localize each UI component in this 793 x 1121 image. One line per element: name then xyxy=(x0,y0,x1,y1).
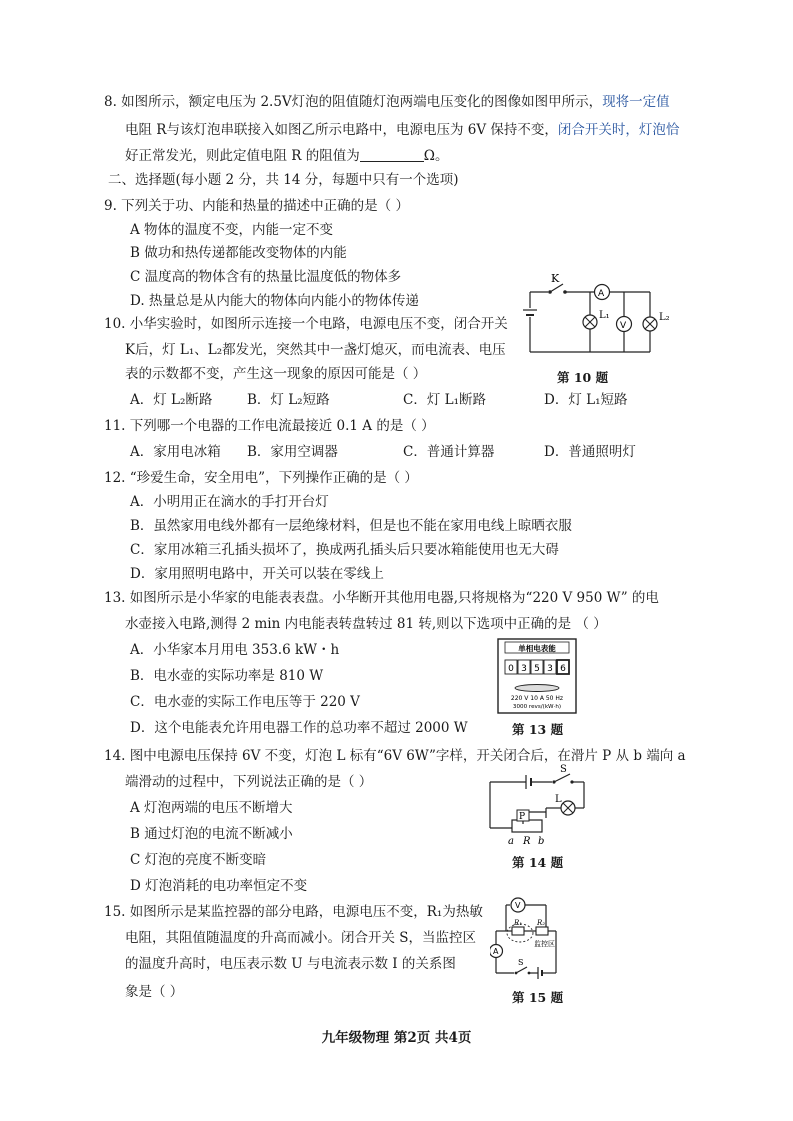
q15-line4: 象是（ ） xyxy=(125,984,184,1000)
switch-s-label: S xyxy=(560,764,567,775)
q9-option-a: A 物体的温度不变，内能一定不变 xyxy=(130,222,334,238)
q10-option-d: D．灯 L₁短路 xyxy=(544,392,628,408)
q13-option-a: A．小华家本月用电 353.6 kW・h xyxy=(130,642,340,658)
q10-option-c: C．灯 L₁断路 xyxy=(403,392,486,408)
meter-digit: 3 xyxy=(521,664,527,674)
switch-k-label: K xyxy=(551,272,560,285)
meter-spec-2: 3000 revs/(kW·h) xyxy=(512,704,562,710)
section-heading: 二、选择题(每小题 2 分，共 14 分，每题中只有一个选项) xyxy=(108,172,459,188)
q14-line2: 端滑动的过程中，下列说法正确的是（ ） xyxy=(125,774,373,790)
q9-option-d: D. 热量总是从内能大的物体向内能小的物体传递 xyxy=(130,293,419,309)
r2-label: R₂ xyxy=(537,919,546,927)
q14-circuit-diagram xyxy=(484,762,594,850)
q13-option-b: B．电水壶的实际功率是 810 W xyxy=(130,668,324,684)
meter-digit: 5 xyxy=(534,664,540,674)
slider-p-label: P xyxy=(519,812,526,822)
q8-line2b: 闭合开关时，灯泡恰 xyxy=(557,122,680,138)
q12-option-d: D．家用照明电路中，开关可以装在零线上 xyxy=(130,566,384,582)
end-b-label: b xyxy=(538,836,545,847)
q14-option-c: C 灯泡的亮度不断变暗 xyxy=(130,852,267,868)
q11-option-b: B．家用空调器 xyxy=(247,444,338,460)
meter-disc-icon xyxy=(515,685,559,692)
r1-label: R₁ xyxy=(514,919,523,927)
monitor-zone-label: 监控区 xyxy=(534,940,555,948)
meter-digit: 3 xyxy=(547,664,553,674)
q15-line1: 15. 如图所示是某监控器的部分电路，电源电压不变，R₁为热敏 xyxy=(104,904,483,920)
end-a-label: a xyxy=(508,836,514,847)
q13-caption: 第 13 题 xyxy=(512,722,564,737)
q12-option-a: A．小明用正在滴水的手打开台灯 xyxy=(130,494,329,510)
q8-line3b: Ω。 xyxy=(423,148,449,164)
meter-title: 单相电表能 xyxy=(518,644,556,653)
q13-line1: 13. 如图所示是小华家的电能表表盘。小华断开其他用电器,只将规格为“220 V 950 W” 的电 xyxy=(104,590,659,606)
q9-option-b: B 做功和热传递都能改变物体的内能 xyxy=(130,245,347,261)
lamp-l2-label: L₂ xyxy=(659,312,670,323)
q15-caption: 第 15 题 xyxy=(512,990,564,1005)
page-footer: 九年级物理 第2页 共4页 xyxy=(321,1030,472,1046)
q13-option-c: C．电水壶的实际工作电压等于 220 V xyxy=(130,694,360,710)
q15-line2: 电阻，其阻值随温度的升高而减小。闭合开关 S，当监控区 xyxy=(125,930,477,946)
q13-option-d: D．这个电能表允许用电器工作的总功率不超过 2000 W xyxy=(130,720,468,736)
electric-meter-panel xyxy=(497,638,577,714)
switch-s-label: S xyxy=(518,958,524,967)
q10-option-a: A．灯 L₂断路 xyxy=(130,392,213,408)
q10-circuit-diagram xyxy=(520,268,685,358)
voltmeter-icon: V xyxy=(620,321,627,331)
q8-line3a: 好正常发光，则此定值电阻 R 的阻值为 xyxy=(125,148,360,164)
q8-line2a: 电阻 R与该灯泡串联接入如图乙所示电路中，电源电压为 6V 保持不变， xyxy=(125,122,558,138)
q14-option-b: B 通过灯泡的电流不断减小 xyxy=(130,826,293,842)
voltmeter-icon: V xyxy=(515,901,521,910)
q14-option-a: A 灯泡两端的电压不断增大 xyxy=(130,800,293,816)
q15-circuit-diagram xyxy=(490,893,560,979)
q10-caption: 第 10 题 xyxy=(557,370,609,385)
q10-option-b: B．灯 L₂短路 xyxy=(247,392,330,408)
q13-line2: 水壶接入电路,测得 2 min 内电能表转盘转过 81 转,则以下选项中正确的是 （ ） xyxy=(125,616,607,632)
q11-option-d: D．普通照明灯 xyxy=(544,444,636,460)
q10-line1: 10. 小华实验时，如图所示连接一个电路，电源电压不变，闭合开关 xyxy=(104,316,508,332)
ammeter-icon: A xyxy=(598,289,605,299)
q14-line1: 14. 图中电源电压保持 6V 不变，灯泡 L 标有“6V 6W”字样，开关闭合后，在滑片 P 从 b 端向 a xyxy=(104,748,686,764)
q10-line3: 表的示数都不变，产生这一现象的原因可能是（ ） xyxy=(125,366,427,382)
q9-option-c: C 温度高的物体含有的热量比温度低的物体多 xyxy=(130,269,402,285)
lamp-l-label: L xyxy=(555,794,562,805)
lamp-l1-label: L₁ xyxy=(599,310,610,321)
q14-caption: 第 14 题 xyxy=(512,855,564,870)
ammeter-icon: A xyxy=(493,947,499,956)
meter-digit: 6 xyxy=(560,664,566,674)
q11-option-c: C．普通计算器 xyxy=(403,444,495,460)
q12-stem: 12. “珍爱生命，安全用电”，下列操作正确的是（ ） xyxy=(104,470,418,486)
q8-line1a: 8. 如图所示，额定电压为 2.5V灯泡的阻值随灯泡两端电压变化的图像如图甲所示， xyxy=(104,94,603,110)
q15-line3: 的温度升高时，电压表示数 U 与电流表示数 I 的关系图 xyxy=(125,956,456,972)
q12-option-b: B．虽然家用电线外都有一层绝缘材料，但是也不能在家用电线上晾晒衣服 xyxy=(130,518,572,534)
q11-option-a: A．家用电冰箱 xyxy=(130,444,221,460)
q12-option-c: C．家用冰箱三孔插头损坏了，换成两孔插头后只要冰箱能使用也无大碍 xyxy=(130,542,559,558)
q9-stem: 9. 下列关于功、内能和热量的描述中正确的是（ ） xyxy=(104,198,409,214)
meter-digit: 0 xyxy=(508,664,514,674)
q8-line1b: 现将一定值 xyxy=(602,94,670,110)
rheostat-r-label: R xyxy=(523,836,531,847)
q10-line2: K后，灯 L₁、L₂都发光，突然其中一盏灯熄灭，而电流表、电压 xyxy=(125,342,506,358)
answer-blank xyxy=(360,147,424,162)
q14-option-d: D 灯泡消耗的电功率恒定不变 xyxy=(130,878,308,894)
q11-stem: 11. 下列哪一个电器的工作电流最接近 0.1 A 的是（ ） xyxy=(104,418,435,434)
meter-spec-1: 220 V 10 A 50 Hz xyxy=(510,695,564,702)
